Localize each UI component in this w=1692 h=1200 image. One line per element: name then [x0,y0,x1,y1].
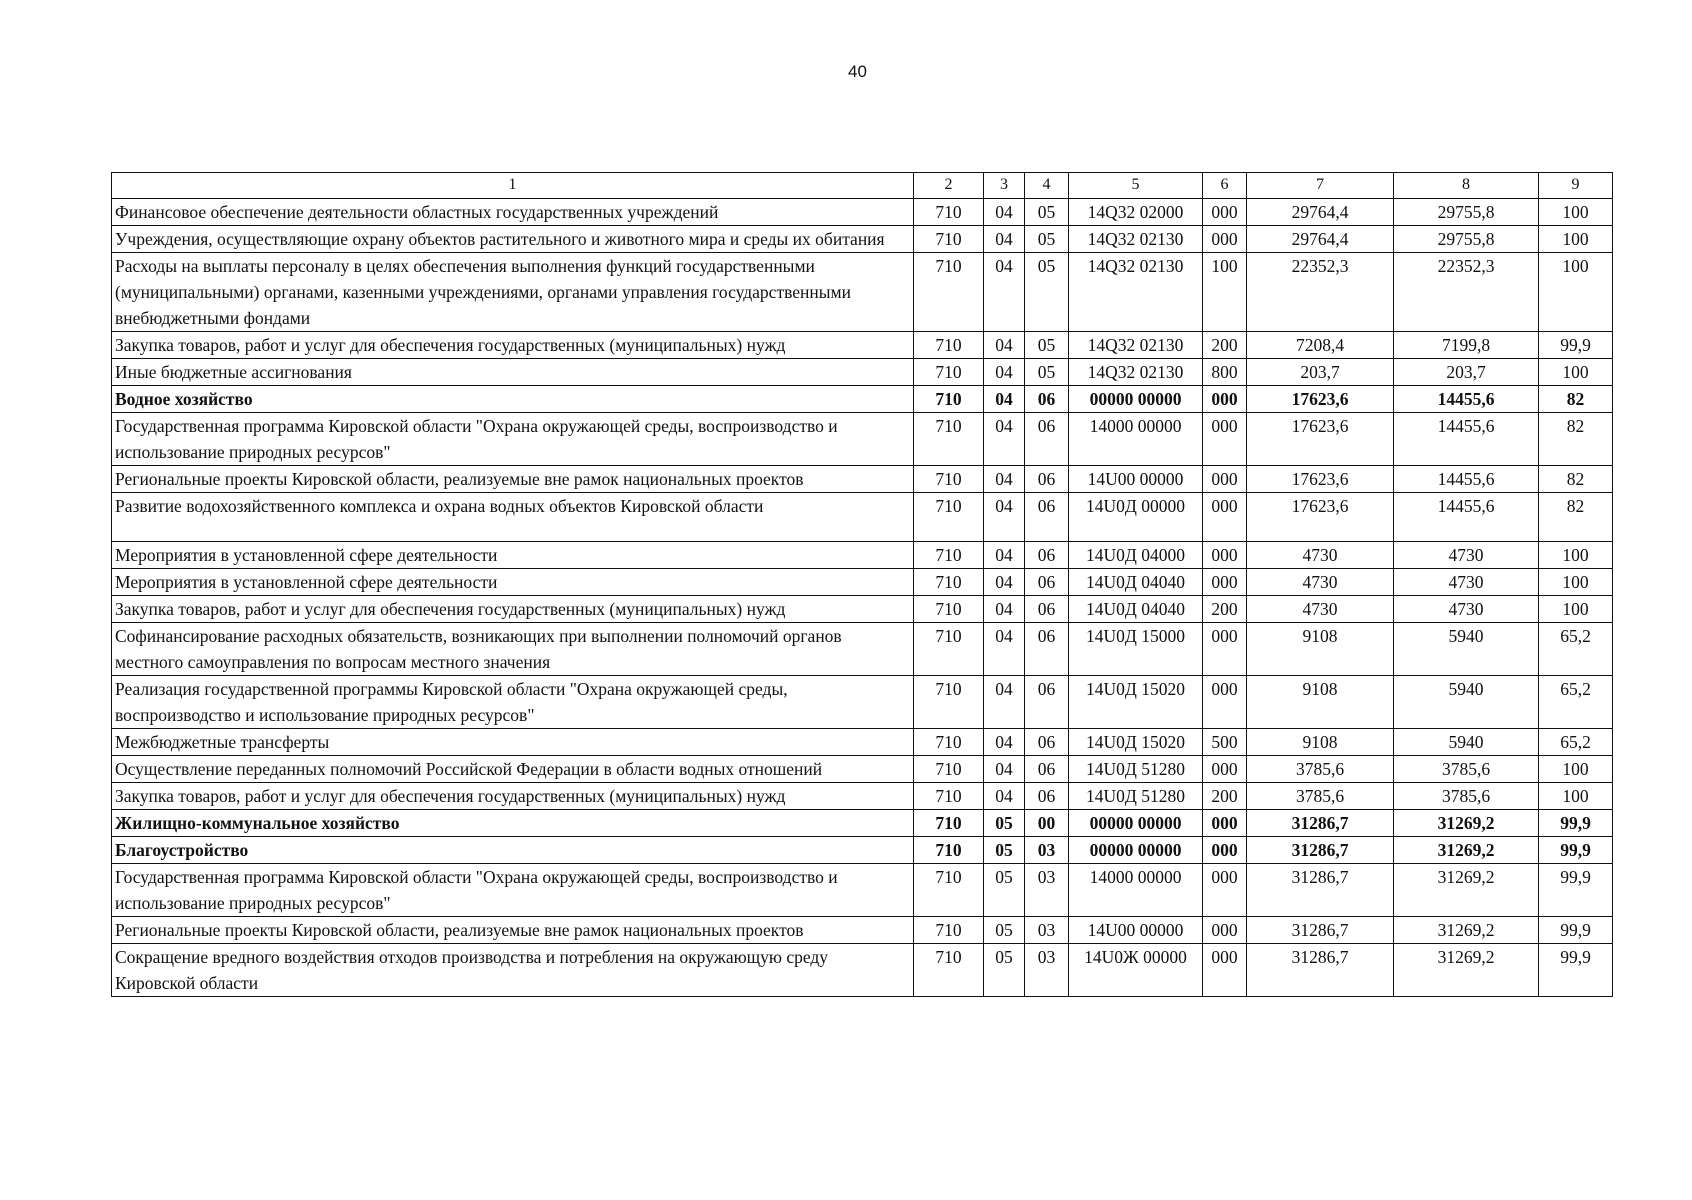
table-row [112,783,1613,810]
percent-cell: 100 [1539,199,1613,226]
section-cell: 04 [984,596,1025,623]
expense-type-cell: 000 [1203,413,1247,466]
row-name-cell: Сокращение вредного воздействия отходов производства и потребления на окружающую среду Кировской области [112,944,914,997]
code-cell: 710 [914,917,984,944]
planned-amount-cell: 4730 [1247,542,1394,569]
percent-cell: 100 [1539,596,1613,623]
subsection-cell: 06 [1025,466,1069,493]
target-article-cell: 14U0Д 04040 [1069,596,1203,623]
expense-type-cell: 000 [1203,623,1247,676]
planned-amount-cell: 7208,4 [1247,332,1394,359]
section-cell: 04 [984,253,1025,332]
section-cell: 04 [984,466,1025,493]
code-cell: 710 [914,253,984,332]
section-cell: 04 [984,756,1025,783]
actual-amount-cell: 14455,6 [1394,466,1539,493]
subsection-cell: 05 [1025,359,1069,386]
subsection-cell: 06 [1025,783,1069,810]
subsection-cell: 05 [1025,253,1069,332]
percent-cell: 82 [1539,493,1613,542]
subsection-cell: 03 [1025,864,1069,917]
subsection-cell: 06 [1025,386,1069,413]
planned-amount-cell: 4730 [1247,569,1394,596]
row-name-cell: Государственная программа Кировской области "Охрана окружающей среды, воспроизводство и использование природных ресурсов" [112,413,914,466]
target-article-cell: 00000 00000 [1069,810,1203,837]
subsection-cell: 06 [1025,542,1069,569]
code-cell: 710 [914,493,984,542]
table-row [112,542,1613,569]
column-header: 4 [1025,173,1069,199]
expense-type-cell: 000 [1203,493,1247,542]
row-name-cell: Развитие водохозяйственного комплекса и охрана водных объектов Кировской области [112,493,914,542]
actual-amount-cell: 29755,8 [1394,199,1539,226]
table-row [112,623,1613,676]
table-row [112,386,1613,413]
actual-amount-cell: 4730 [1394,542,1539,569]
target-article-cell: 14U0Д 00000 [1069,493,1203,542]
row-name-cell: Региональные проекты Кировской области, реализуемые вне рамок национальных проектов [112,466,914,493]
table-row [112,359,1613,386]
subsection-cell: 06 [1025,569,1069,596]
percent-cell: 99,9 [1539,837,1613,864]
percent-cell: 100 [1539,756,1613,783]
subsection-cell: 06 [1025,729,1069,756]
row-name-cell: Финансовое обеспечение деятельности областных государственных учреждений [112,199,914,226]
subsection-cell: 06 [1025,623,1069,676]
planned-amount-cell: 31286,7 [1247,864,1394,917]
table-row [112,569,1613,596]
target-article-cell: 14U00 00000 [1069,917,1203,944]
percent-cell: 100 [1539,542,1613,569]
table-row [112,756,1613,783]
percent-cell: 82 [1539,386,1613,413]
actual-amount-cell: 7199,8 [1394,332,1539,359]
section-cell: 04 [984,623,1025,676]
row-name-cell: Жилищно-коммунальное хозяйство [112,810,914,837]
section-cell: 05 [984,944,1025,997]
row-name-cell: Иные бюджетные ассигнования [112,359,914,386]
table-row [112,917,1613,944]
planned-amount-cell: 22352,3 [1247,253,1394,332]
planned-amount-cell: 29764,4 [1247,226,1394,253]
expense-type-cell: 200 [1203,783,1247,810]
actual-amount-cell: 31269,2 [1394,837,1539,864]
actual-amount-cell: 22352,3 [1394,253,1539,332]
code-cell: 710 [914,542,984,569]
section-cell: 05 [984,810,1025,837]
code-cell: 710 [914,623,984,676]
expense-type-cell: 000 [1203,756,1247,783]
table-row [112,226,1613,253]
target-article-cell: 14Q32 02130 [1069,359,1203,386]
percent-cell: 99,9 [1539,810,1613,837]
subsection-cell: 03 [1025,917,1069,944]
percent-cell: 65,2 [1539,623,1613,676]
expense-type-cell: 000 [1203,676,1247,729]
percent-cell: 65,2 [1539,676,1613,729]
target-article-cell: 14U00 00000 [1069,466,1203,493]
subsection-cell: 06 [1025,756,1069,783]
percent-cell: 65,2 [1539,729,1613,756]
row-name-cell: Благоустройство [112,837,914,864]
expense-type-cell: 200 [1203,332,1247,359]
percent-cell: 99,9 [1539,917,1613,944]
actual-amount-cell: 5940 [1394,676,1539,729]
row-name-cell: Государственная программа Кировской области "Охрана окружающей среды, воспроизводство и использование природных ресурсов" [112,864,914,917]
actual-amount-cell: 5940 [1394,623,1539,676]
expense-type-cell: 000 [1203,386,1247,413]
percent-cell: 100 [1539,253,1613,332]
target-article-cell: 14U0Д 15020 [1069,676,1203,729]
target-article-cell: 14000 00000 [1069,864,1203,917]
row-name-cell: Осуществление переданных полномочий Российской Федерации в области водных отношений [112,756,914,783]
table-row [112,837,1613,864]
code-cell: 710 [914,332,984,359]
section-cell: 04 [984,493,1025,542]
table-row [112,810,1613,837]
code-cell: 710 [914,864,984,917]
subsection-cell: 05 [1025,332,1069,359]
section-cell: 04 [984,676,1025,729]
row-name-cell: Учреждения, осуществляющие охрану объектов растительного и животного мира и среды их обитания [112,226,914,253]
row-name-cell: Закупка товаров, работ и услуг для обеспечения государственных (муниципальных) нужд [112,783,914,810]
section-cell: 04 [984,359,1025,386]
code-cell: 710 [914,359,984,386]
actual-amount-cell: 31269,2 [1394,810,1539,837]
row-name-cell: Расходы на выплаты персоналу в целях обеспечения выполнения функций государственными (муниципальными) органами, казенными учреждениями, органами управления государственными внебюджетными фондами [112,253,914,332]
expense-type-cell: 100 [1203,253,1247,332]
target-article-cell: 14Q32 02130 [1069,332,1203,359]
section-cell: 04 [984,783,1025,810]
actual-amount-cell: 203,7 [1394,359,1539,386]
actual-amount-cell: 3785,6 [1394,756,1539,783]
target-article-cell: 14Q32 02130 [1069,253,1203,332]
column-header: 2 [914,173,984,199]
code-cell: 710 [914,729,984,756]
subsection-cell: 06 [1025,676,1069,729]
expense-type-cell: 000 [1203,837,1247,864]
table-row [112,332,1613,359]
section-cell: 04 [984,199,1025,226]
page-number: 40 [848,62,867,81]
expense-type-cell: 000 [1203,917,1247,944]
row-name-cell: Водное хозяйство [112,386,914,413]
percent-cell: 82 [1539,466,1613,493]
planned-amount-cell: 31286,7 [1247,837,1394,864]
table-row [112,864,1613,917]
subsection-cell: 05 [1025,199,1069,226]
actual-amount-cell: 31269,2 [1394,944,1539,997]
percent-cell: 99,9 [1539,944,1613,997]
actual-amount-cell: 31269,2 [1394,864,1539,917]
actual-amount-cell: 4730 [1394,569,1539,596]
actual-amount-cell: 5940 [1394,729,1539,756]
percent-cell: 82 [1539,413,1613,466]
planned-amount-cell: 17623,6 [1247,466,1394,493]
percent-cell: 100 [1539,226,1613,253]
column-header: 1 [112,173,914,199]
table-row [112,253,1613,332]
percent-cell: 99,9 [1539,332,1613,359]
target-article-cell: 00000 00000 [1069,837,1203,864]
column-header: 3 [984,173,1025,199]
subsection-cell: 03 [1025,837,1069,864]
code-cell: 710 [914,466,984,493]
row-name-cell: Региональные проекты Кировской области, реализуемые вне рамок национальных проектов [112,917,914,944]
section-cell: 04 [984,729,1025,756]
target-article-cell: 00000 00000 [1069,386,1203,413]
actual-amount-cell: 4730 [1394,596,1539,623]
code-cell: 710 [914,226,984,253]
column-header: 6 [1203,173,1247,199]
target-article-cell: 14Q32 02000 [1069,199,1203,226]
expense-type-cell: 000 [1203,864,1247,917]
target-article-cell: 14U0Д 04000 [1069,542,1203,569]
expense-type-cell: 000 [1203,466,1247,493]
code-cell: 710 [914,756,984,783]
section-cell: 04 [984,569,1025,596]
subsection-cell: 06 [1025,596,1069,623]
percent-cell: 100 [1539,359,1613,386]
table-row [112,944,1613,997]
actual-amount-cell: 3785,6 [1394,783,1539,810]
actual-amount-cell: 14455,6 [1394,386,1539,413]
percent-cell: 99,9 [1539,864,1613,917]
planned-amount-cell: 17623,6 [1247,493,1394,542]
expense-type-cell: 000 [1203,226,1247,253]
column-header: 7 [1247,173,1394,199]
subsection-cell: 03 [1025,944,1069,997]
code-cell: 710 [914,569,984,596]
subsection-cell: 06 [1025,413,1069,466]
planned-amount-cell: 203,7 [1247,359,1394,386]
section-cell: 05 [984,917,1025,944]
code-cell: 710 [914,944,984,997]
target-article-cell: 14U0Д 15020 [1069,729,1203,756]
subsection-cell: 06 [1025,493,1069,542]
section-cell: 05 [984,837,1025,864]
planned-amount-cell: 3785,6 [1247,783,1394,810]
table-header-row [112,173,1613,199]
section-cell: 05 [984,864,1025,917]
row-name-cell: Реализация государственной программы Кировской области "Охрана окружающей среды, воспроизводство и использование природных ресурсов" [112,676,914,729]
row-name-cell: Мероприятия в установленной сфере деятельности [112,569,914,596]
section-cell: 04 [984,332,1025,359]
table-row [112,199,1613,226]
section-cell: 04 [984,386,1025,413]
target-article-cell: 14U0Д 04040 [1069,569,1203,596]
expense-type-cell: 500 [1203,729,1247,756]
expense-type-cell: 000 [1203,542,1247,569]
code-cell: 710 [914,810,984,837]
expense-type-cell: 000 [1203,944,1247,997]
percent-cell: 100 [1539,569,1613,596]
target-article-cell: 14U0Ж 00000 [1069,944,1203,997]
subsection-cell: 05 [1025,226,1069,253]
row-name-cell: Софинансирование расходных обязательств, возникающих при выполнении полномочий органов местного самоуправления по вопросам местного значения [112,623,914,676]
code-cell: 710 [914,596,984,623]
table-row [112,413,1613,466]
code-cell: 710 [914,386,984,413]
planned-amount-cell: 29764,4 [1247,199,1394,226]
planned-amount-cell: 4730 [1247,596,1394,623]
target-article-cell: 14U0Д 51280 [1069,756,1203,783]
row-name-cell: Межбюджетные трансферты [112,729,914,756]
table-row [112,596,1613,623]
planned-amount-cell: 31286,7 [1247,944,1394,997]
code-cell: 710 [914,676,984,729]
code-cell: 710 [914,199,984,226]
planned-amount-cell: 31286,7 [1247,917,1394,944]
section-cell: 04 [984,226,1025,253]
actual-amount-cell: 31269,2 [1394,917,1539,944]
expense-type-cell: 000 [1203,569,1247,596]
code-cell: 710 [914,837,984,864]
table-row [112,466,1613,493]
table-body [112,199,1613,997]
budget-table [111,172,1613,997]
section-cell: 04 [984,413,1025,466]
planned-amount-cell: 9108 [1247,623,1394,676]
column-header: 8 [1394,173,1539,199]
planned-amount-cell: 17623,6 [1247,386,1394,413]
planned-amount-cell: 31286,7 [1247,810,1394,837]
percent-cell: 100 [1539,783,1613,810]
expense-type-cell: 200 [1203,596,1247,623]
expense-type-cell: 800 [1203,359,1247,386]
actual-amount-cell: 14455,6 [1394,413,1539,466]
expense-type-cell: 000 [1203,810,1247,837]
code-cell: 710 [914,413,984,466]
subsection-cell: 00 [1025,810,1069,837]
table-row [112,729,1613,756]
table-row [112,493,1613,542]
actual-amount-cell: 14455,6 [1394,493,1539,542]
target-article-cell: 14Q32 02130 [1069,226,1203,253]
code-cell: 710 [914,783,984,810]
target-article-cell: 14000 00000 [1069,413,1203,466]
planned-amount-cell: 9108 [1247,729,1394,756]
expense-type-cell: 000 [1203,199,1247,226]
target-article-cell: 14U0Д 15000 [1069,623,1203,676]
planned-amount-cell: 17623,6 [1247,413,1394,466]
row-name-cell: Мероприятия в установленной сфере деятельности [112,542,914,569]
row-name-cell: Закупка товаров, работ и услуг для обеспечения государственных (муниципальных) нужд [112,332,914,359]
section-cell: 04 [984,542,1025,569]
column-header: 5 [1069,173,1203,199]
row-name-cell: Закупка товаров, работ и услуг для обеспечения государственных (муниципальных) нужд [112,596,914,623]
target-article-cell: 14U0Д 51280 [1069,783,1203,810]
column-header: 9 [1539,173,1613,199]
planned-amount-cell: 9108 [1247,676,1394,729]
actual-amount-cell: 29755,8 [1394,226,1539,253]
planned-amount-cell: 3785,6 [1247,756,1394,783]
table-row [112,676,1613,729]
